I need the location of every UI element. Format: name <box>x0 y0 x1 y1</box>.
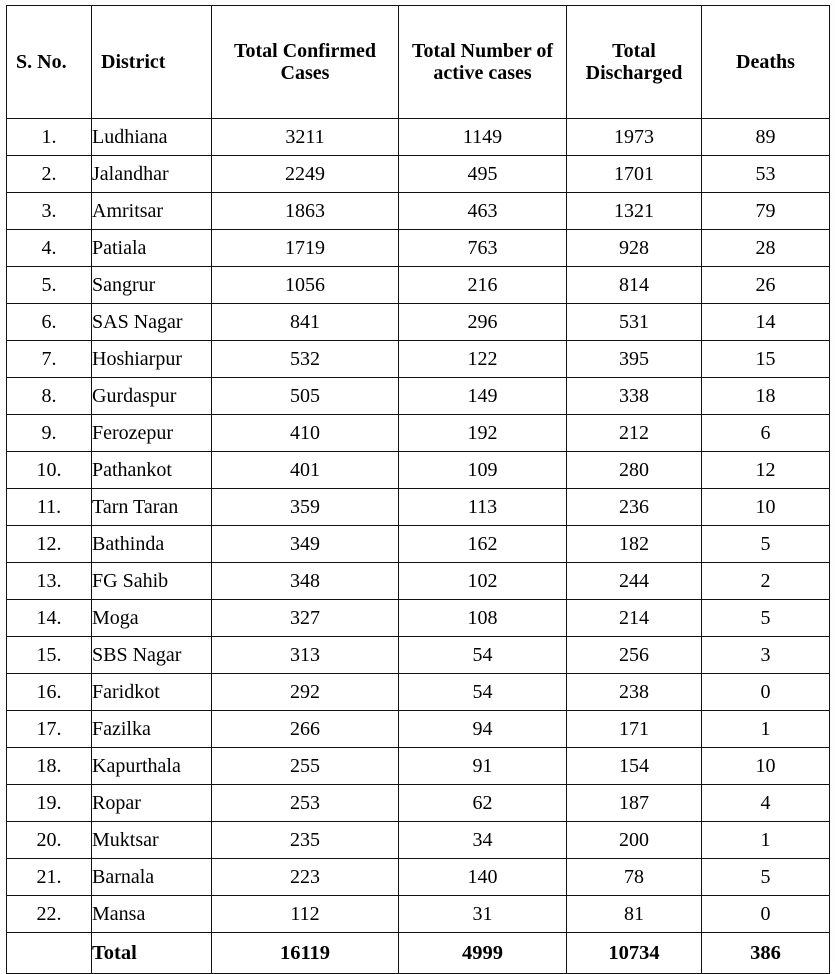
cell-total-active: 1149 <box>399 119 567 156</box>
cell-deaths: 0 <box>702 896 830 933</box>
cell-district-name: Pathankot <box>92 452 212 489</box>
cell-district-name: Barnala <box>92 859 212 896</box>
cell-total-confirmed: 292 <box>212 674 399 711</box>
table-row <box>7 822 830 859</box>
cell-total-confirmed: 532 <box>212 341 399 378</box>
cell-serial-number: 11. <box>7 489 92 526</box>
cell-deaths: 79 <box>702 193 830 230</box>
column-header-total-confirmed-cases <box>212 6 399 119</box>
cell-district-name: Ludhiana <box>92 119 212 156</box>
cell-total-confirmed: 2249 <box>212 156 399 193</box>
cell-total-confirmed: 348 <box>212 563 399 600</box>
cell-total-active: 296 <box>399 304 567 341</box>
table-row <box>7 748 830 785</box>
cell-deaths: 10 <box>702 748 830 785</box>
cell-district-name: Ferozepur <box>92 415 212 452</box>
cell-total-discharged: 200 <box>567 822 702 859</box>
cell-total-discharged: 1321 <box>567 193 702 230</box>
cell-deaths: 3 <box>702 637 830 674</box>
cell-serial-number: 6. <box>7 304 92 341</box>
total-cell-label: Total <box>92 933 212 974</box>
cell-deaths: 1 <box>702 822 830 859</box>
cell-total-confirmed: 359 <box>212 489 399 526</box>
table-total-row <box>7 933 830 974</box>
cell-district-name: Hoshiarpur <box>92 341 212 378</box>
cell-serial-number: 22. <box>7 896 92 933</box>
cell-total-discharged: 238 <box>567 674 702 711</box>
cell-serial-number: 7. <box>7 341 92 378</box>
column-header-district: District <box>92 6 212 119</box>
cell-district-name: Faridkot <box>92 674 212 711</box>
cell-serial-number: 5. <box>7 267 92 304</box>
column-header-total-confirmed-cases-line1: Total Confirmed <box>233 39 377 62</box>
cell-district-name: Tarn Taran <box>92 489 212 526</box>
cell-total-active: 108 <box>399 600 567 637</box>
cell-serial-number: 4. <box>7 230 92 267</box>
cell-total-confirmed: 313 <box>212 637 399 674</box>
cell-district-name: Bathinda <box>92 526 212 563</box>
total-cell-total-active: 4999 <box>399 933 567 974</box>
table-row <box>7 563 830 600</box>
cell-total-active: 113 <box>399 489 567 526</box>
table-row <box>7 267 830 304</box>
column-header-serial-number: S. No. <box>7 6 92 119</box>
cell-deaths: 28 <box>702 230 830 267</box>
cell-total-confirmed: 112 <box>212 896 399 933</box>
cell-district-name: Gurdaspur <box>92 378 212 415</box>
table-row <box>7 711 830 748</box>
cell-serial-number: 13. <box>7 563 92 600</box>
cell-serial-number: 3. <box>7 193 92 230</box>
total-cell-total-confirmed: 16119 <box>212 933 399 974</box>
cell-total-active: 216 <box>399 267 567 304</box>
cell-serial-number: 10. <box>7 452 92 489</box>
cell-deaths: 6 <box>702 415 830 452</box>
cell-district-name: Fazilka <box>92 711 212 748</box>
cell-total-active: 54 <box>399 637 567 674</box>
cell-total-confirmed: 349 <box>212 526 399 563</box>
cell-deaths: 5 <box>702 600 830 637</box>
table-row <box>7 452 830 489</box>
cell-total-active: 192 <box>399 415 567 452</box>
cell-deaths: 14 <box>702 304 830 341</box>
cell-total-active: 463 <box>399 193 567 230</box>
cell-district-name: SBS Nagar <box>92 637 212 674</box>
column-header-total-active-cases <box>399 6 567 119</box>
cell-total-confirmed: 1056 <box>212 267 399 304</box>
cell-serial-number: 8. <box>7 378 92 415</box>
table-row <box>7 674 830 711</box>
cell-total-active: 31 <box>399 896 567 933</box>
header-row <box>7 6 830 119</box>
cell-deaths: 0 <box>702 674 830 711</box>
table-row <box>7 785 830 822</box>
column-header-total-discharged-line2: Discharged <box>585 62 683 84</box>
cell-deaths: 18 <box>702 378 830 415</box>
cell-total-confirmed: 327 <box>212 600 399 637</box>
cell-total-discharged: 395 <box>567 341 702 378</box>
cell-deaths: 26 <box>702 267 830 304</box>
total-cell-total-discharged: 10734 <box>567 933 702 974</box>
cell-total-active: 763 <box>399 230 567 267</box>
table-row <box>7 637 830 674</box>
total-cell-serial-number <box>7 933 92 974</box>
table-row <box>7 119 830 156</box>
cell-deaths: 4 <box>702 785 830 822</box>
cell-total-active: 91 <box>399 748 567 785</box>
column-header-total-confirmed-cases-line2: Cases <box>280 62 330 84</box>
cell-deaths: 1 <box>702 711 830 748</box>
cell-deaths: 5 <box>702 526 830 563</box>
cell-district-name: Muktsar <box>92 822 212 859</box>
cell-district-name: SAS Nagar <box>92 304 212 341</box>
cell-total-confirmed: 401 <box>212 452 399 489</box>
table-row <box>7 489 830 526</box>
table-header <box>7 6 830 119</box>
table-row <box>7 859 830 896</box>
table-body <box>7 119 830 974</box>
cell-total-confirmed: 235 <box>212 822 399 859</box>
cell-total-discharged: 81 <box>567 896 702 933</box>
cell-total-discharged: 338 <box>567 378 702 415</box>
table-row <box>7 896 830 933</box>
cell-serial-number: 20. <box>7 822 92 859</box>
cell-serial-number: 9. <box>7 415 92 452</box>
cell-district-name: Jalandhar <box>92 156 212 193</box>
table-row <box>7 156 830 193</box>
cell-total-confirmed: 1863 <box>212 193 399 230</box>
cell-deaths: 15 <box>702 341 830 378</box>
cell-total-active: 122 <box>399 341 567 378</box>
cell-serial-number: 12. <box>7 526 92 563</box>
total-cell-deaths: 386 <box>702 933 830 974</box>
column-header-total-active-cases-line1: Total Number of <box>411 39 554 62</box>
cell-district-name: Mansa <box>92 896 212 933</box>
cell-serial-number: 16. <box>7 674 92 711</box>
cell-total-active: 34 <box>399 822 567 859</box>
cell-total-discharged: 236 <box>567 489 702 526</box>
cell-total-discharged: 212 <box>567 415 702 452</box>
cell-total-confirmed: 253 <box>212 785 399 822</box>
table-row <box>7 526 830 563</box>
cell-district-name: Moga <box>92 600 212 637</box>
cell-deaths: 53 <box>702 156 830 193</box>
cell-serial-number: 18. <box>7 748 92 785</box>
cell-total-active: 109 <box>399 452 567 489</box>
cell-total-discharged: 256 <box>567 637 702 674</box>
column-header-deaths: Deaths <box>702 6 830 119</box>
cell-district-name: FG Sahib <box>92 563 212 600</box>
cell-total-confirmed: 255 <box>212 748 399 785</box>
cell-serial-number: 21. <box>7 859 92 896</box>
cell-district-name: Sangrur <box>92 267 212 304</box>
cell-serial-number: 17. <box>7 711 92 748</box>
cell-total-discharged: 280 <box>567 452 702 489</box>
cell-total-confirmed: 1719 <box>212 230 399 267</box>
cell-total-confirmed: 223 <box>212 859 399 896</box>
cell-total-discharged: 1701 <box>567 156 702 193</box>
cell-total-active: 140 <box>399 859 567 896</box>
cell-deaths: 12 <box>702 452 830 489</box>
cell-serial-number: 15. <box>7 637 92 674</box>
cell-deaths: 89 <box>702 119 830 156</box>
cell-district-name: Patiala <box>92 230 212 267</box>
cell-serial-number: 1. <box>7 119 92 156</box>
cell-total-discharged: 78 <box>567 859 702 896</box>
covid-district-table-container <box>6 5 829 974</box>
table-row <box>7 415 830 452</box>
cell-total-discharged: 928 <box>567 230 702 267</box>
column-header-total-discharged <box>567 6 702 119</box>
cell-serial-number: 2. <box>7 156 92 193</box>
table-row <box>7 341 830 378</box>
cell-deaths: 5 <box>702 859 830 896</box>
cell-deaths: 10 <box>702 489 830 526</box>
cell-total-discharged: 187 <box>567 785 702 822</box>
cell-total-discharged: 814 <box>567 267 702 304</box>
cell-total-confirmed: 410 <box>212 415 399 452</box>
table-row <box>7 230 830 267</box>
cell-district-name: Amritsar <box>92 193 212 230</box>
cell-total-active: 102 <box>399 563 567 600</box>
cell-total-active: 149 <box>399 378 567 415</box>
cell-total-active: 162 <box>399 526 567 563</box>
cell-serial-number: 14. <box>7 600 92 637</box>
cell-total-discharged: 171 <box>567 711 702 748</box>
cell-total-confirmed: 841 <box>212 304 399 341</box>
table-row <box>7 193 830 230</box>
cell-total-confirmed: 3211 <box>212 119 399 156</box>
cell-deaths: 2 <box>702 563 830 600</box>
cell-total-discharged: 244 <box>567 563 702 600</box>
cell-total-active: 94 <box>399 711 567 748</box>
cell-total-discharged: 182 <box>567 526 702 563</box>
cell-total-active: 54 <box>399 674 567 711</box>
covid-district-table <box>6 5 830 974</box>
table-row <box>7 600 830 637</box>
cell-district-name: Ropar <box>92 785 212 822</box>
column-header-total-active-cases-line2: active cases <box>433 62 532 84</box>
cell-total-discharged: 531 <box>567 304 702 341</box>
table-row <box>7 378 830 415</box>
cell-total-discharged: 1973 <box>567 119 702 156</box>
column-header-total-discharged-line1: Total <box>612 39 656 62</box>
cell-total-active: 495 <box>399 156 567 193</box>
cell-total-discharged: 154 <box>567 748 702 785</box>
cell-total-confirmed: 266 <box>212 711 399 748</box>
cell-serial-number: 19. <box>7 785 92 822</box>
cell-district-name: Kapurthala <box>92 748 212 785</box>
table-row <box>7 304 830 341</box>
cell-total-active: 62 <box>399 785 567 822</box>
cell-total-confirmed: 505 <box>212 378 399 415</box>
cell-total-discharged: 214 <box>567 600 702 637</box>
